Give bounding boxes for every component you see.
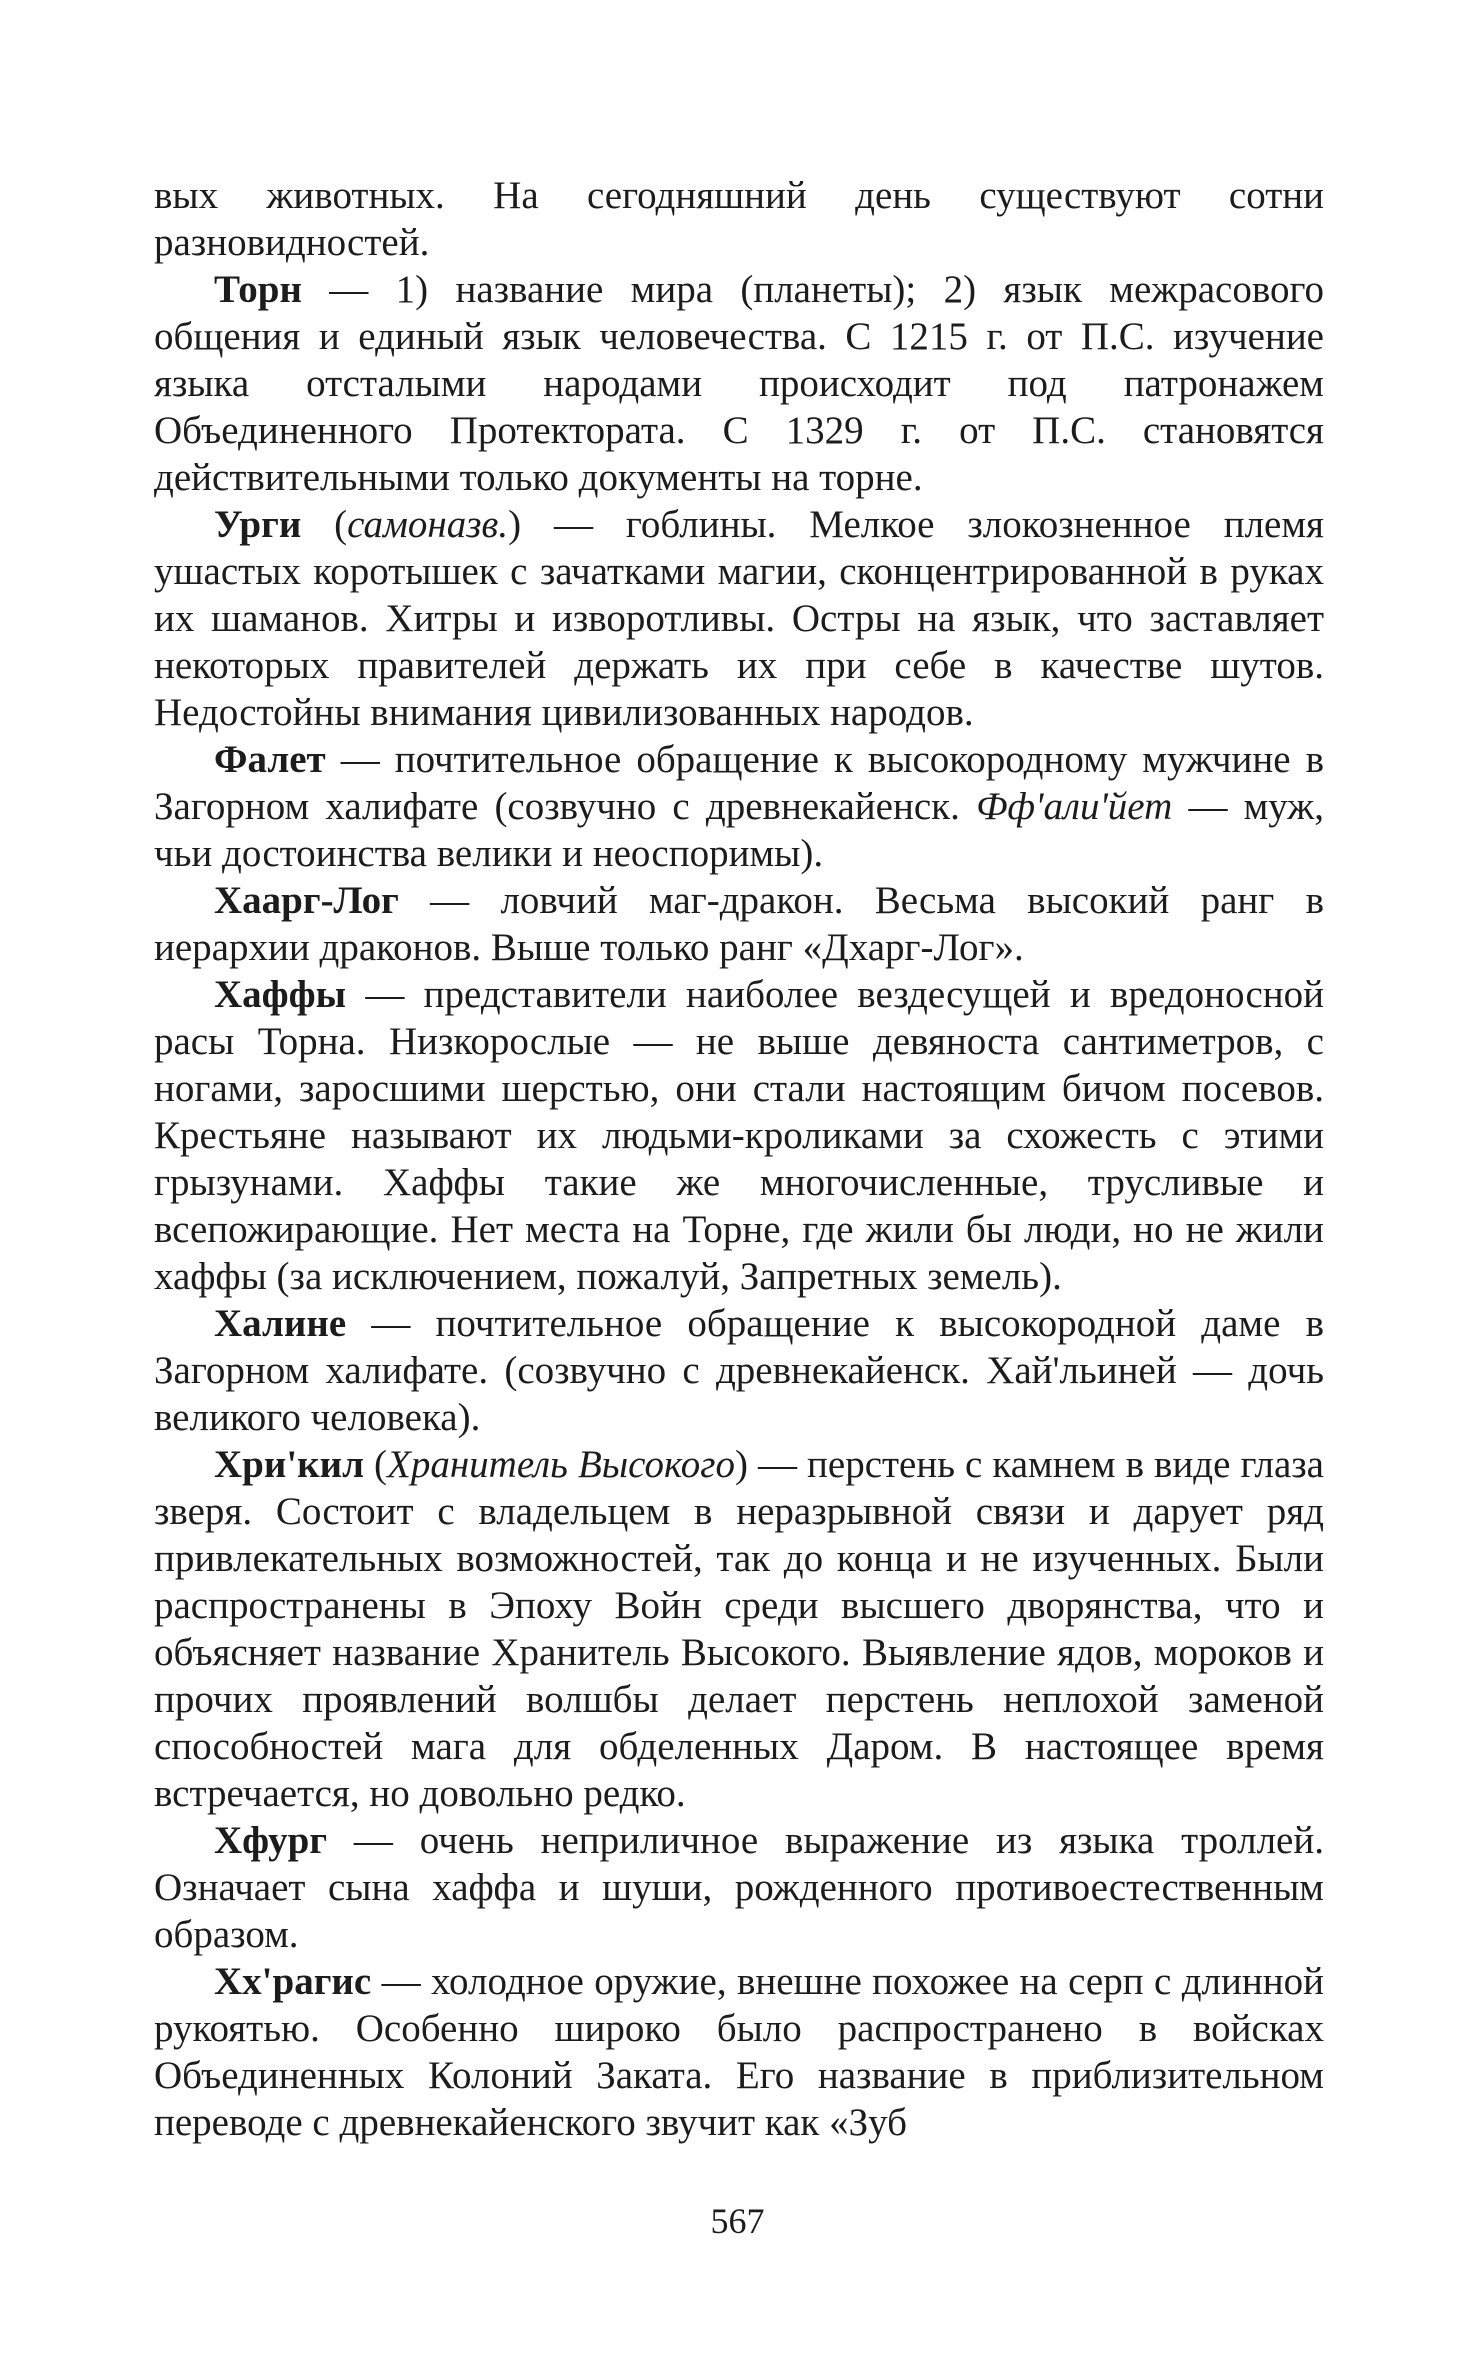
- entry-term: Хаарг-Лог: [214, 879, 399, 922]
- entry-text: ) — гоблины. Мелкое злокозненное племя ушастых коротышек с зачатками магии, сконцентрированной в руках их шаманов. Хитры и изворотливы. Остры на язык, что заставляет некоторых правителей держать их при себе в качестве шутов. Недостойны внимания цивилизованных народов.: [154, 503, 1324, 734]
- entry-text: (: [363, 1443, 387, 1486]
- entry-italic-note: Хранитель Высокого: [387, 1443, 735, 1486]
- entry-term: Халине: [214, 1302, 347, 1345]
- entry-hrikil: [154, 1441, 1324, 1817]
- continuation-paragraph: вых животных. На сегодняшний день существуют сотни разновидностей.: [154, 174, 1324, 264]
- entry-term: Торн: [214, 268, 302, 311]
- entry-haline: [154, 1300, 1324, 1441]
- entry-text: (: [301, 503, 348, 546]
- entry-urgi: [154, 501, 1324, 736]
- entry-text: — 1) название мира (планеты); 2) язык межрасового общения и единый язык человечества. С 1215 г. от П.С. изучение языка отсталыми народами происходит под патронажем Объединенного Протектората. С 1329 г. от П.С. становятся действительными только документы на торне.: [154, 268, 1324, 499]
- entry-term: Хри'кил: [214, 1443, 364, 1486]
- entry-term: Фалет: [214, 738, 326, 781]
- entry-italic-word: Фф'али'йет: [976, 785, 1173, 828]
- entry-term: Урги: [214, 503, 302, 546]
- entry-text: — очень неприличное выражение из языка троллей. Означает сына хаффа и шуши, рожденного противоестественным образом.: [154, 1819, 1324, 1956]
- entry-term: Хх'рагис: [214, 1960, 372, 2003]
- entry-text: — почтительное обращение к высокородной даме в Загорном халифате. (созвучно с древнекайенск. Хай'льиней — дочь великого человека).: [154, 1302, 1324, 1439]
- entry-text: — муж, чьи достоинства велики и неоспоримы).: [154, 785, 1324, 875]
- entry-torn: [154, 266, 1324, 501]
- entry-text: — представители наиболее вездесущей и вредоносной расы Торна. Низкорослые — не выше девяноста сантиметров, с ногами, заросшими шерстью, они стали настоящим бичом посевов. Крестьяне называют их людьми-кроликами за схожесть с этими грызунами. Хаффы такие же многочисленные, трусливые и всепожирающие. Нет места на Торне, где жили бы люди, но не жили хаффы (за исключением, пожалуй, Запретных земель).: [154, 973, 1324, 1298]
- entry-hfurg: [154, 1817, 1324, 1958]
- page-body: [154, 172, 1324, 2146]
- entry-hhragis: [154, 1958, 1324, 2146]
- entry-text: — холодное оружие, внешне похожее на серп с длинной рукоятью. Особенно широко было распространено в войсках Объединенных Колоний Заката. Его название в приблизительном переводе с древнекайенского звучит как «Зуб: [154, 1960, 1324, 2144]
- entry-italic-note: самоназв.: [347, 503, 509, 546]
- entry-text: ) — перстень с камнем в виде глаза зверя. Состоит с владельцем в неразрывной связи и дарует ряд привлекательных возможностей, так до конца и не изученных. Были распространены в Эпоху Войн среди высшего дворянства, что и объясняет название Хранитель Высокого. Выявление ядов, мороков и прочих проявлений волшбы делает перстень неплохой заменой способностей мага для обделенных Даром. В настоящее время встречается, но довольно редко.: [154, 1443, 1324, 1815]
- entry-text: — почтительное обращение к высокородному мужчине в Загорном халифате (созвучно с древнекайенск.: [154, 738, 1324, 828]
- page-number: 567: [710, 2201, 765, 2241]
- entry-falet: [154, 736, 1324, 877]
- entry-haarg-log: [154, 877, 1324, 971]
- entry-term: Хфург: [214, 1819, 328, 1862]
- entry-term: Хаффы: [214, 973, 347, 1016]
- entry-text: — ловчий маг-дракон. Весьма высокий ранг в иерархии драконов. Выше только ранг «Дхарг-Лог».: [154, 879, 1324, 969]
- entry-haffy: [154, 971, 1324, 1300]
